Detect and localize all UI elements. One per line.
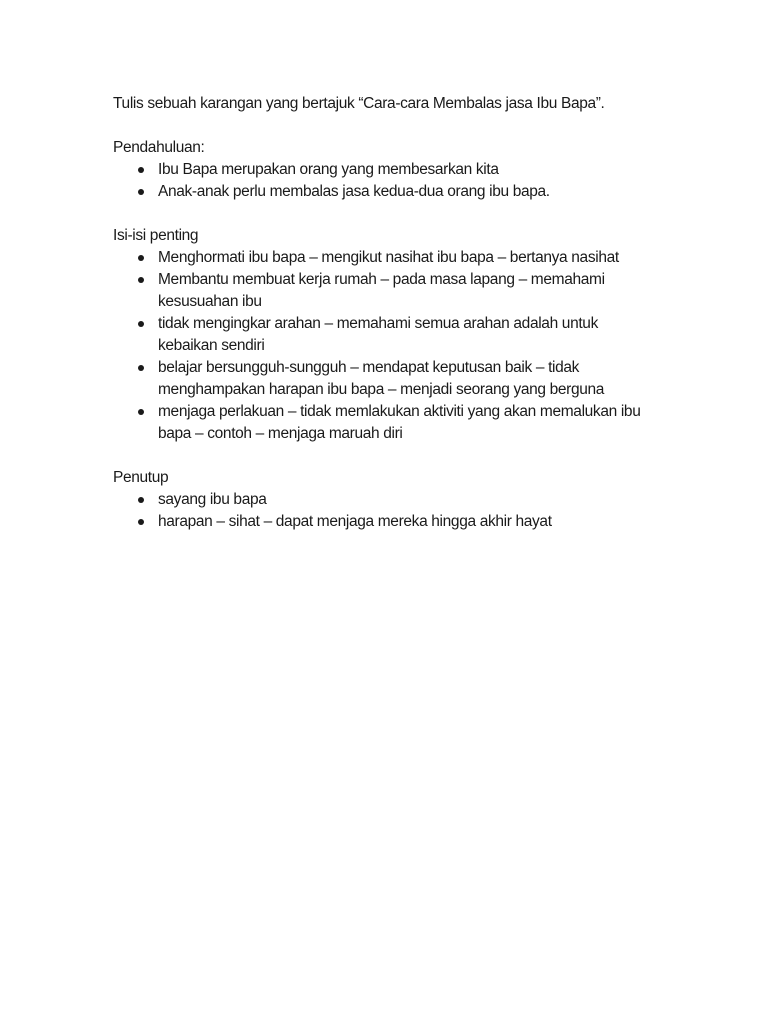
section-heading-penutup: Penutup [113,469,169,486]
section-heading-isi-isi-penting: Isi-isi penting [113,227,199,244]
list-item: Anak-anak perlu membalas jasa kedua-dua orang ibu bapa. [113,181,658,203]
section-heading-pendahuluan: Pendahuluan: [113,139,205,156]
list-item: Ibu Bapa merupakan orang yang membesarkan kita [113,159,658,181]
document-content [113,93,658,533]
list-item: sayang ibu bapa [113,489,658,511]
list-item: Membantu membuat kerja rumah – pada masa lapang – memahami kesusuahan ibu [113,269,658,313]
bullet-list-isi-isi-penting [113,247,658,445]
bullet-list-pendahuluan [113,159,658,203]
instruction-text: Tulis sebuah karangan yang bertajuk “Cara-cara Membalas jasa Ibu Bapa”. [113,95,605,112]
list-item: harapan – sihat – dapat menjaga mereka hingga akhir hayat [113,511,658,533]
list-item: menjaga perlakuan – tidak memlakukan aktiviti yang akan memalukan ibu bapa – contoh – menjaga maruah diri [113,401,658,445]
bullet-list-penutup [113,489,658,533]
list-item: tidak mengingkar arahan – memahami semua arahan adalah untuk kebaikan sendiri [113,313,658,357]
list-item: Menghormati ibu bapa – mengikut nasihat ibu bapa – bertanya nasihat [113,247,658,269]
list-item: belajar bersungguh-sungguh – mendapat keputusan baik – tidak menghampakan harapan ibu bapa – menjadi seorang yang berguna [113,357,658,401]
